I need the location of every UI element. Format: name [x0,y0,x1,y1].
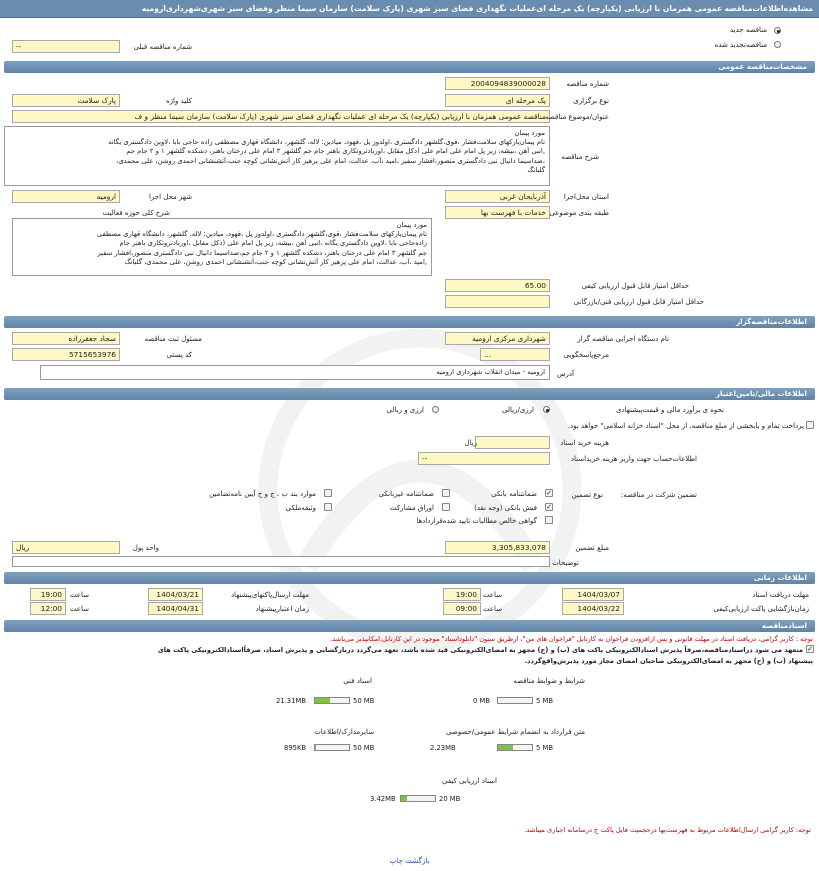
opening-date-field[interactable]: 1404/03/22 [562,602,624,615]
registrar-label: مسئول ثبت مناقصه [144,335,202,343]
previous-tender-number-field[interactable]: -- [12,40,120,53]
receive-docs-time-label: ساعت [482,591,502,599]
back-link[interactable]: بازگشت [405,856,430,865]
file-contract-bar-fill [498,745,513,750]
guarantee-amount-field[interactable]: 3,305,833,078 [445,541,550,554]
file-technical-bar-fill [315,698,330,703]
renewed-tender-radio[interactable] [774,41,781,48]
file-conditions-bar [497,697,533,704]
bid-validity-label: زمان اعتبارپیشنهاد [255,605,309,613]
file-conditions-max: 5 MB [536,697,554,705]
keyword-field[interactable]: پارک سلامت [12,94,120,107]
file-conditions-label: شرایط و ضوابط مناقصه [513,677,585,685]
holding-type-label: نوع برگزاری [573,97,609,105]
submit-bids-time-field[interactable]: 19:00 [30,588,66,601]
file-other-bar-fill [315,745,316,750]
address-label: آدرس [557,370,574,378]
organizer-section-header: اطلاعات‌مناقصه‌گزار [4,316,815,328]
download-note: توجه : کاربر گرامی، دریافت اسناد در مهلت قانونی و پس ازافزودن فراخوان به کارتابل "فراخوان های من"، ازطریق ستون "دانلوداسناد" موجود در این کارتابل،امکانپذیر می‌باشد. [330,635,813,643]
organization-field[interactable]: شهرداری مرکزی ارومیه [445,332,550,345]
document-cost-unit: ریال [464,439,477,447]
notes-field [12,556,550,567]
electronic-signature-checkbox[interactable]: ✓ [807,645,813,653]
receive-docs-date-field[interactable]: 1404/03/07 [562,588,624,601]
account-info-label: اطلاعات‌حساب جهت واریز هزینه خریداسناد [570,455,697,463]
description-box [4,126,550,186]
postal-code-field[interactable]: 5715653976 [12,348,120,361]
file-contract-bar [497,744,533,751]
subject-field[interactable]: مناقصه عمومی همزمان با ارزیابی (یکپارچه) یک مرحله ای عملیات نگهداری فضای سبز شهری (پارک سلامت) سازمان سیما منظر و ف [12,110,550,123]
file-other-size: 895KB [284,744,307,752]
treasury-bonds-checkbox[interactable] [806,421,814,429]
min-tech-score-field[interactable] [445,295,550,308]
guarantee-amount-label: مبلغ تضمین [575,544,609,552]
bid-validity-time-field[interactable]: 12:00 [30,602,66,615]
keyword-label: کلید واژه [165,97,192,105]
bonds-label: اوراق مشارکت [389,504,434,512]
bid-validity-date-field[interactable]: 1404/04/31 [148,602,203,615]
file-contract-label: متن قرارداد به انضمام شرایط عمومی/خصوصی [445,728,585,736]
file-other-max: 50 MB [353,744,375,752]
print-link[interactable]: چاپ [389,856,403,865]
regulation-items-label: موارد بند ب ، ج و خ آیین نامه‌تضامین [209,490,316,498]
city-field[interactable]: ارومیه [12,190,120,203]
scope-label: شرح کلی حوزه فعالیت [102,209,170,217]
file-quality-label: اسناد ارزیابی کیفی [441,777,497,785]
property-collateral-label: وثیقه‌ملکی [285,504,316,512]
reference-unit-label: مرجع‌پاسخگویی [563,351,609,359]
previous-tender-number-label: شماره مناقصه قبلی [133,43,192,51]
nonbank-guarantee-checkbox[interactable] [442,489,450,497]
property-collateral-checkbox[interactable] [324,503,332,511]
receive-docs-label: مهلت دریافت اسناد [752,591,809,599]
opening-label: زمان‌بازگشایی پاکت ارزیابی‌کیفی [713,605,809,613]
scope-line: نام پیمان‌پارکهای سلامت‌فشار ،قوی،گلشهر دادگستری ،اولدوز پل ،فهود، میادین: لاله، گلشهر، دانشگاه قهاری مصطفی [96,230,427,239]
file-technical-label: اسناد فنی [343,677,372,685]
file-conditions-size: 0 MB [473,697,491,705]
min-quality-score-label: حداقل امتیاز قابل قبول ارزیابی کیفی [581,282,689,290]
registrar-field[interactable]: سجاد جعفرزاده [12,332,120,345]
new-tender-radio[interactable] [774,27,781,34]
scope-box [12,218,432,276]
foreign-and-rial-radio[interactable] [432,406,439,413]
guarantee-type-label: نوع تضمین [571,491,603,499]
bid-validity-time-label: ساعت [69,605,89,613]
foreign-and-rial-label: ارزی و ریالی [386,406,424,414]
opening-time-label: ساعت [482,605,502,613]
province-label: استان محل‌اجرا [563,193,609,201]
submit-bids-date-field[interactable]: 1404/03/21 [148,588,203,601]
regulation-items-checkbox[interactable] [324,489,332,497]
file-quality-size: 3.42MB [370,795,396,803]
file-other-bar [314,744,350,751]
commitment-line-2: پیشنهاد (ب) و (ج) مجهز به امضای‌الکترونیکی صاحبان امضای مجاز مورد پذیرش‌واقع‌گردد. [524,657,813,665]
guarantee-participation-label: تضمین شرکت در مناقصه: [620,491,697,499]
province-field[interactable]: آذربایجان غربی [445,190,550,203]
treasury-bonds-label: پرداخت تمام و یابخشی از مبلغ مناقصه، از محل "اسناد خزانه اسلامی" خواهد بود. [567,422,804,430]
document-cost-field[interactable] [475,436,550,449]
file-technical-bar [314,697,350,704]
rial-currency-label: ارزی/ریالی [502,406,534,414]
receive-docs-time-field[interactable]: 19:00 [443,588,481,601]
description-line: ،صداسیما دانیال نبی دادگستری منصور،افشار سفیر ،امید ،آب، عدالت، امام علی پرهیز کار آتش‌نشانی کوچه جنب،آتشنشانی احمدی روشن، علی محمدی، [116,156,545,165]
file-technical-max: 50 MB [353,697,375,705]
bank-guarantee-checkbox[interactable]: ✓ [546,489,552,497]
opening-time-field[interactable]: 09:00 [443,602,481,615]
address-field: ارومیه - میدان انقلاب شهرداری ارومیه [40,365,550,380]
tender-number-field[interactable]: 2004094839000028 [445,77,550,90]
file-quality-bar-fill [401,796,407,801]
category-field[interactable]: خدمات با فهرست بها [445,206,550,219]
category-label: طبقه بندی موضوعی [549,209,609,217]
renewed-tender-label: مناقصه‌تجدید شده [714,41,767,49]
file-other-label: سایرمدارک/اطلاعات [314,728,374,736]
footer-links [0,856,819,865]
city-label: شهر محل اجرا [148,193,192,201]
new-tender-label: مناقصه جدید [729,26,767,34]
subject-label: عنوان/موضوع مناقصه [545,113,609,121]
file-contract-size: 2.23MB [430,744,456,752]
documents-section-header: اسنادمناقصه [4,620,815,632]
submit-bids-label: مهلت ارسال‌پاکتهای‌پیشنهاد [230,591,309,599]
submit-bids-time-label: ساعت [69,591,89,599]
scope-line: جم گلشهر ۳ امام علی درختان باهنر، دشکده گلشهر ۱ و ۲ جام جم،صداسیما دانیال نبی دادگستری منصور،افشار سفیر [97,248,427,257]
currency-label: واحد پول [132,544,159,552]
file-technical-size: 21.31MB [276,697,306,705]
min-quality-score-field[interactable]: 65.00 [445,279,550,292]
rial-currency-radio[interactable] [543,406,550,413]
bonds-checkbox[interactable] [442,503,450,511]
reference-unit-field[interactable]: ... [480,348,550,361]
general-section-header: مشخصات‌مناقصه عمومی [4,61,815,73]
timing-section-header: اطلاعات زمانی [4,572,815,584]
min-tech-score-label: حداقل امتیاز قابل قبول ارزیابی فنی/بازرگانی [573,298,704,306]
estimate-method-label: نحوه ی برآورد مالی و قیمت‌پیشنهادی [616,406,724,414]
tender-number-label: شماره مناقصه [566,80,609,88]
file-contract-max: 5 MB [536,744,554,752]
description-line: گلبانگ [527,165,545,174]
file-quality-max: 20 MB [439,795,461,803]
currency-field[interactable]: ریال [12,541,120,554]
page-title: مشاهده‌اطلاعات‌مناقصه عمومی همزمان با ارزیابی (یکپارچه) یک مرحله ای‌عملیات نگهداری فضای سبز شهری (پارک سلامت) سازمان سیما منظر وفضای سبز شهری‌شهرداری‌ارومیه [0,0,819,18]
description-line: مورد پیمان [514,129,545,137]
description-label: شرح مناقصه [561,153,599,161]
postal-code-label: کد پستی [166,351,192,359]
receivables-certificate-label: گواهی خالص مطالبات تایید شده‌قراردادها [416,517,537,525]
commitment-line-1: متعهد می شود دراسنادمناقصه،صرفاً پذیرش اسنادالکترونیکی پاکت های (ب) و (ج) مجهز به امضای‌الکترونیکی قید شده باشد، تعهد می‌گردد دربازگشایی و پذیرش اسناد، صرفاًاسنادالکترونیکی پاکت های [157,646,803,654]
organization-label: نام دستگاه اجرایی مناقصه گزار [577,335,669,343]
bank-receipt-checkbox[interactable]: ✓ [546,503,552,511]
price-list-note: توجه: کاربر گرامی ارسال‌اطلاعات مربوط به فهرست‌بها درحجمیت فایل پاکت ج درسامانه اجباری میباشد. [524,826,811,834]
scope-line: زاده‌حاجی بابا ،لاوین دادگستری یگانه ،انبی آهن ،بیشه، زیر پل امام علی (دکل مقابل ،اوربادتروتکاری باهنر جام [119,239,427,248]
scope-line: مورد پیمان [396,221,427,229]
bank-receipt-label: فیش بانکی (وجه نقد) [474,504,537,512]
bank-guarantee-label: ضمانتنامه بانکی [491,490,537,498]
file-quality-bar [400,795,436,802]
description-line: ,انبی آهن ،بیشه، زیر پل امام علی امام علی (دکل مقابل ،اوربادتروتکاری باهنر جام جم گلشهر ۳ امام علی درختان باهنر، دشکده گلشهر ۱ و ۲ جام جم [126,147,545,156]
finance-section-header: اطلاعات مالی/تامین‌اعتبار [4,388,815,400]
nonbank-guarantee-label: ضمانتنامه غیربانکی [378,490,434,498]
description-line: نام پیمان‌پارکهای سلامت‌فشار ،قوی،گلشهر دادگستری ،اولدوز پل ،فهود، میادین: لاله، گلشهر، دانشگاه قهاری مصطفی زاده حاجی بابا ،لاوین دادگستری یگانه [107,138,545,147]
holding-type-field[interactable]: یک مرحله ای [445,94,550,107]
receivables-certificate-checkbox[interactable] [545,516,553,524]
document-cost-label: هزینه خرید اسناد [560,439,609,447]
notes-label: توضیحات [552,559,579,567]
scope-line: ,امید ،آب، عدالت، امام علی پرهیز کار آتش‌نشانی کوچه جنب،آتشنشانی احمدی روشن، علی محمدی، گلبانگ [124,257,427,266]
account-info-field[interactable]: -- [418,452,550,465]
